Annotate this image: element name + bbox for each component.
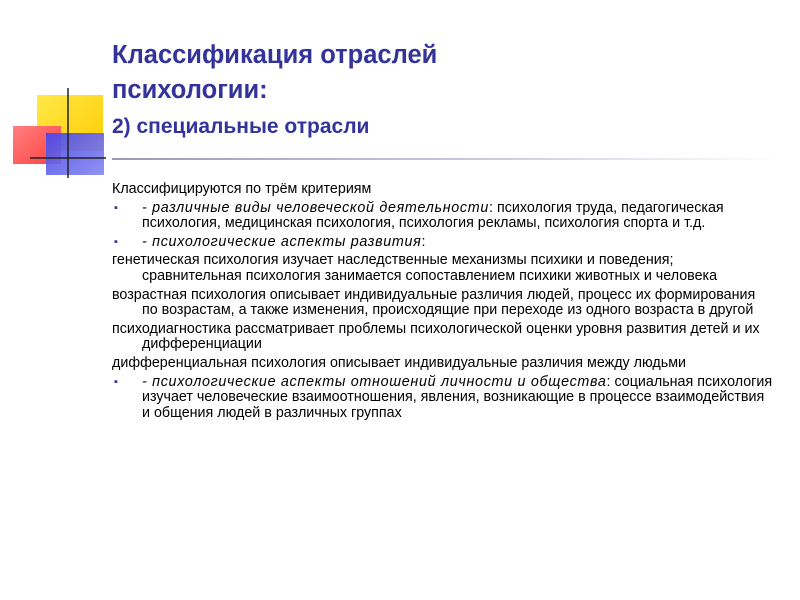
- title-line-1: Классификация отраслей: [112, 41, 438, 69]
- list-item-bullet-2: [112, 235, 774, 251]
- bullet-2-text: :: [421, 233, 426, 250]
- bullet-1-text: : психология труда, педагогическая психология, медицинская психология, психология рекламы, психология спорта и т.д.: [142, 199, 724, 232]
- bullet-icon: ▪: [114, 235, 118, 248]
- deco-blue-square: [46, 133, 104, 175]
- slide-content: [112, 182, 774, 424]
- list-item-bullet-1: [112, 201, 774, 232]
- title-underline: [112, 158, 782, 160]
- paragraph-differential: дифференциальная психология описывает индивидуальные различия между людьми: [112, 354, 687, 371]
- slide-subtitle: 2) специальные отрасли: [112, 115, 370, 138]
- paragraph-age: возрастная психология описывает индивидуальные различия людей, процесс их формирования по возрастам, а также изменения, происходящие при переходе из одного возраста в другой: [112, 286, 756, 319]
- bullet-2-emphasis: - психологические аспекты развития: [142, 233, 422, 250]
- slide-title: [112, 38, 752, 141]
- title-line-2: психологии:: [112, 76, 268, 104]
- bullet-3-emphasis: - психологические аспекты отношений личности и общества: [142, 373, 607, 390]
- paragraph-genetic: генетическая психология изучает наследственные механизмы психики и поведения; сравнительная психология занимается сопоставлением психики животных и человека: [112, 252, 718, 284]
- intro-text: Классифицируются по трём критериям: [112, 181, 372, 197]
- bullet-icon: ▪: [114, 375, 118, 388]
- list-item-bullet-3: [112, 375, 774, 422]
- paragraph-psychodiagnostics: психодиагностика рассматривает проблемы психологической оценки уровня развития детей и их дифференциации: [112, 320, 760, 353]
- bullet-3-text: : социальная психология изучает человеческие взаимоотношения, явления, возникающие в процессе взаимодействия и общения людей в различных группах: [142, 373, 773, 421]
- bullet-icon: ▪: [114, 201, 118, 214]
- bullet-1-emphasis: - различные виды человеческой деятельности: [142, 199, 490, 216]
